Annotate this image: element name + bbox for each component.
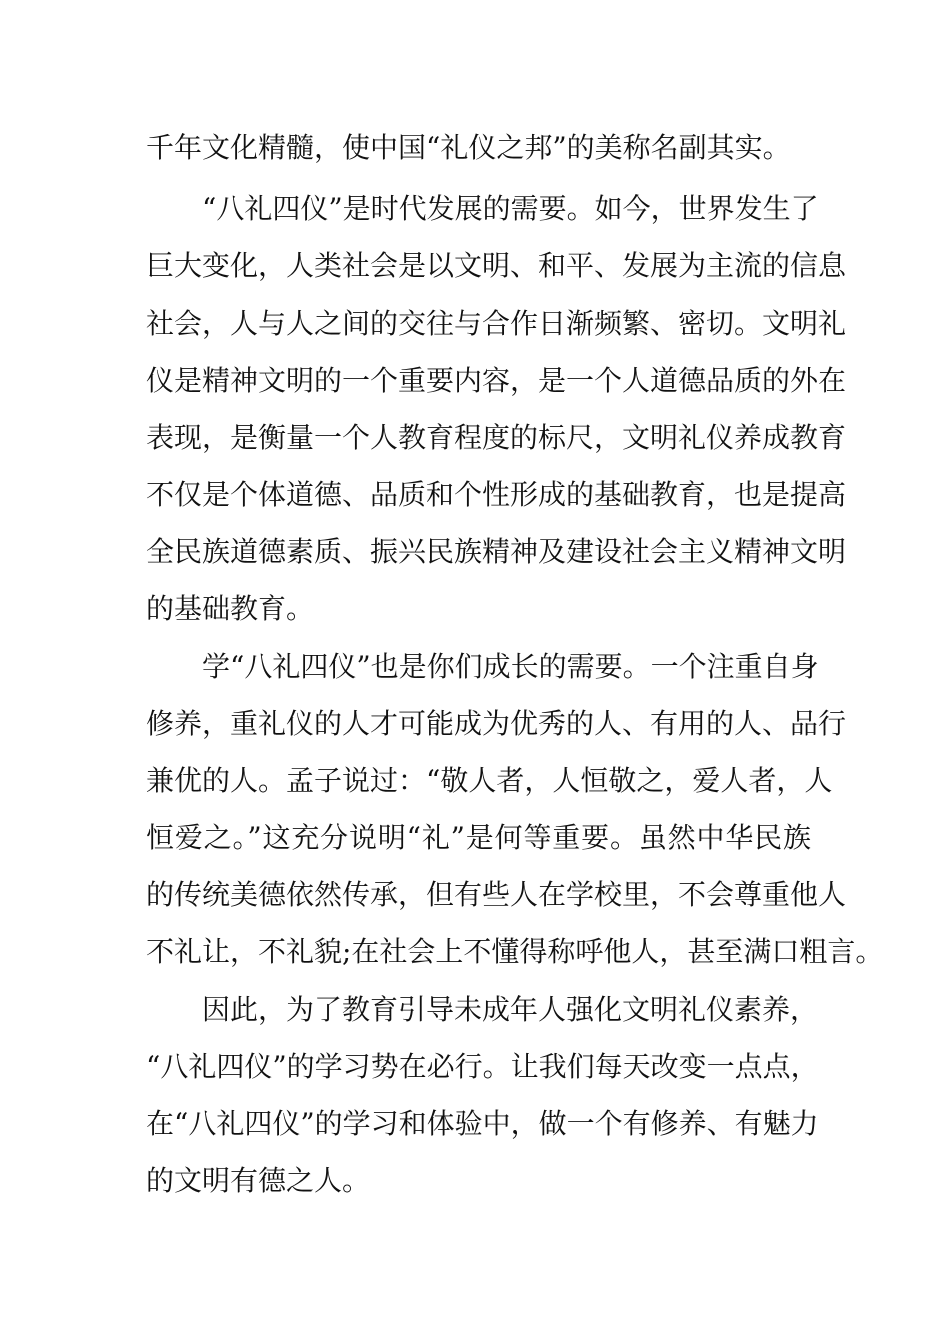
paragraph-2-line-1: “八礼四仪”是时代发展的需要。如今，世界发生了 [202, 192, 819, 225]
paragraph-2-line-5: 表现，是衡量一个人教育程度的标尺，文明礼仪养成教育 [146, 421, 847, 454]
paragraph-4-line-2: “八礼四仪”的学习势在必行。让我们每天改变一点点， [146, 1050, 819, 1083]
paragraph-3-line-2: 修养，重礼仪的人才可能成为优秀的人、有用的人、品行 [146, 707, 847, 740]
paragraph-3-line-5: 的传统美德依然传承，但有些人在学校里，不会尊重他人 [146, 878, 847, 911]
paragraph-2-line-3: 社会，人与人之间的交往与合作日渐频繁、密切。文明礼 [146, 307, 847, 340]
paragraph-2-line-8: 的基础教育。 [146, 592, 315, 625]
paragraph-2-line-7: 全民族道德素质、振兴民族精神及建设社会主义精神文明 [146, 535, 847, 568]
paragraph-2-line-6: 不仅是个体道德、品质和个性形成的基础教育，也是提高 [146, 478, 847, 511]
paragraph-4-line-4: 的文明有德之人。 [146, 1164, 371, 1197]
paragraph-4-line-3: 在“八礼四仪”的学习和体验中，做一个有修养、有魅力 [146, 1107, 819, 1140]
paragraph-3-line-1: 学“八礼四仪”也是你们成长的需要。一个注重自身 [202, 650, 819, 683]
paragraph-4-line-1: 因此，为了教育引导未成年人强化文明礼仪素养， [202, 993, 819, 1026]
paragraph-1-line-1: 千年文化精髓，使中国“礼仪之邦”的美称名副其实。 [146, 131, 791, 164]
paragraph-3-line-4: 恒爱之。”这充分说明“礼”是何等重要。虽然中华民族 [146, 821, 811, 854]
paragraph-3-line-3: 兼优的人。孟子说过：“敬人者，人恒敬之，爱人者，人 [146, 764, 833, 797]
paragraph-2-line-4: 仪是精神文明的一个重要内容，是一个人道德品质的外在 [146, 364, 847, 397]
paragraph-2-line-2: 巨大变化，人类社会是以文明、和平、发展为主流的信息 [146, 249, 847, 282]
paragraph-3-line-6: 不礼让，不礼貌;在社会上不懂得称呼他人，甚至满口粗言。 [146, 935, 884, 968]
